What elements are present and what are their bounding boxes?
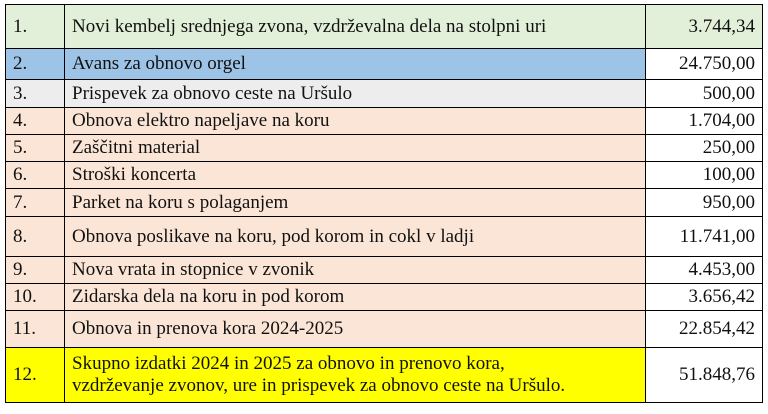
table-row [6, 189, 763, 217]
row-description: Zidarska dela na koru in pod korom [65, 284, 646, 311]
row-description: Parket na koru s polaganjem [65, 189, 646, 217]
row-description: Obnova in prenova kora 2024-2025 [65, 311, 646, 348]
table-row [6, 311, 763, 348]
row-description: Novi kembelj srednjega zvona, vzdrževalna dela na stolpni uri [65, 5, 646, 49]
row-number: 7. [6, 189, 65, 217]
row-description: Nova vrata in stopnice v zvonik [65, 257, 646, 284]
expense-table [5, 4, 763, 403]
row-amount: 1.704,00 [646, 108, 763, 135]
row-description: Avans za obnovo orgel [65, 49, 646, 80]
row-number: 3. [6, 80, 65, 108]
row-amount: 250,00 [646, 135, 763, 162]
row-description [65, 348, 646, 403]
total-description-line-2: vzdrževanje zvonov, ure in prispevek za obnovo ceste na Uršulo. [72, 375, 566, 396]
row-description: Obnova elektro napeljave na koru [65, 108, 646, 135]
row-amount: 950,00 [646, 189, 763, 217]
row-amount: 3.656,42 [646, 284, 763, 311]
table-row-total [6, 348, 763, 403]
row-description: Prispevek za obnovo ceste na Uršulo [65, 80, 646, 108]
row-description: Obnova poslikave na koru, pod korom in cokl v ladji [65, 217, 646, 257]
row-number: 5. [6, 135, 65, 162]
row-amount: 22.854,42 [646, 311, 763, 348]
row-amount: 100,00 [646, 162, 763, 189]
row-number: 10. [6, 284, 65, 311]
row-description: Zaščitni material [65, 135, 646, 162]
table-row [6, 80, 763, 108]
table-row [6, 108, 763, 135]
row-amount: 4.453,00 [646, 257, 763, 284]
table-row [6, 217, 763, 257]
row-amount: 500,00 [646, 80, 763, 108]
table-row [6, 49, 763, 80]
row-number: 6. [6, 162, 65, 189]
row-number: 1. [6, 5, 65, 49]
row-number: 12. [6, 348, 65, 403]
row-amount: 51.848,76 [646, 348, 763, 403]
row-number: 4. [6, 108, 65, 135]
table-row [6, 5, 763, 49]
row-number: 11. [6, 311, 65, 348]
row-amount: 3.744,34 [646, 5, 763, 49]
row-amount: 24.750,00 [646, 49, 763, 80]
row-amount: 11.741,00 [646, 217, 763, 257]
total-description-line-1: Skupno izdatki 2024 in 2025 za obnovo in prenovo kora, [72, 353, 505, 374]
row-description: Stroški koncerta [65, 162, 646, 189]
row-number: 2. [6, 49, 65, 80]
row-number: 9. [6, 257, 65, 284]
table-row [6, 162, 763, 189]
table-row [6, 135, 763, 162]
table-row [6, 284, 763, 311]
row-number: 8. [6, 217, 65, 257]
table-row [6, 257, 763, 284]
